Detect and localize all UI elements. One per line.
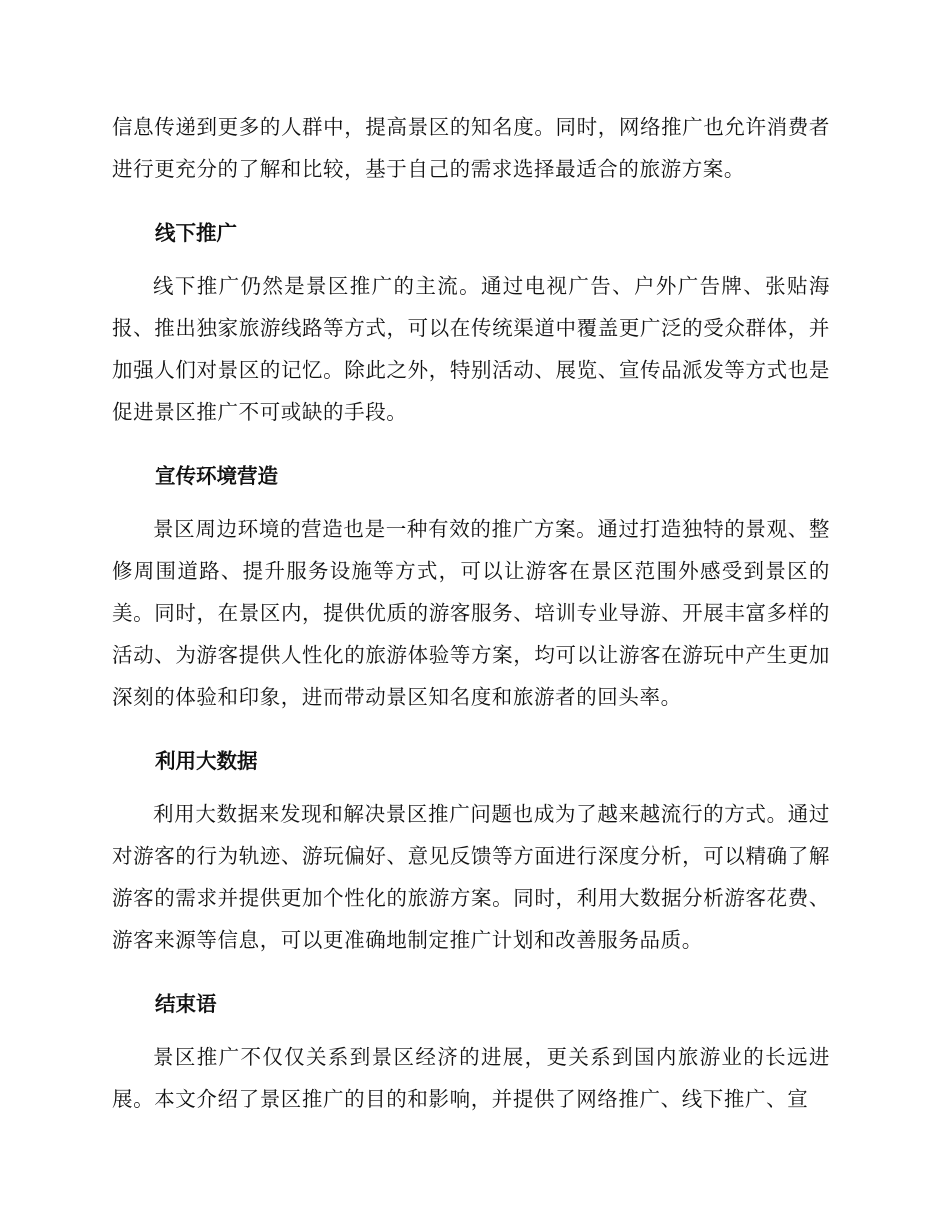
section-heading-conclusion: 结束语 (155, 992, 217, 1016)
section-heading-environment-building: 宣传环境营造 (155, 464, 278, 488)
intro-paragraph: 信息传递到更多的人群中，提高景区的知名度。同时，网络推广也允许消费者进行更充分的了解和比较，基于自己的需求选择最适合的旅游方案。 (112, 115, 830, 181)
section-body-conclusion: 景区推广不仅仅关系到景区经济的进展，更关系到国内旅游业的长远进展。本文介绍了景区推广的目的和影响，并提供了网络推广、线下推广、宣 (112, 1045, 830, 1111)
section-body-big-data: 利用大数据来发现和解决景区推广问题也成为了越来越流行的方式。通过对游客的行为轨迹、游玩偏好、意见反馈等方面进行深度分析，可以精确了解游客的需求并提供更加个性化的旅游方案。同时，利用大数据分析游客花费、游客来源等信息，可以更准确地制定推广计划和改善服务品质。 (112, 802, 830, 952)
section-body-environment-building: 景区周边环境的营造也是一种有效的推广方案。通过打造独特的景观、整修周围道路、提升服务设施等方式，可以让游客在景区范围外感受到景区的美。同时，在景区内，提供优质的游客服务、培训专业导游、开展丰富多样的活动、为游客提供人性化的旅游体验等方案，均可以让游客在游玩中产生更加深刻的体验和印象，进而带动景区知名度和旅游者的回头率。 (112, 517, 830, 709)
section-heading-offline-promotion: 线下推广 (155, 221, 237, 245)
document-page (112, 106, 830, 1120)
section-heading-big-data: 利用大数据 (155, 749, 258, 773)
section-body-offline-promotion: 线下推广仍然是景区推广的主流。通过电视广告、户外广告牌、张贴海报、推出独家旅游线路等方式，可以在传统渠道中覆盖更广泛的受众群体，并加强人们对景区的记忆。除此之外，特别活动、展览、宣传品派发等方式也是促进景区推广不可或缺的手段。 (112, 274, 830, 424)
